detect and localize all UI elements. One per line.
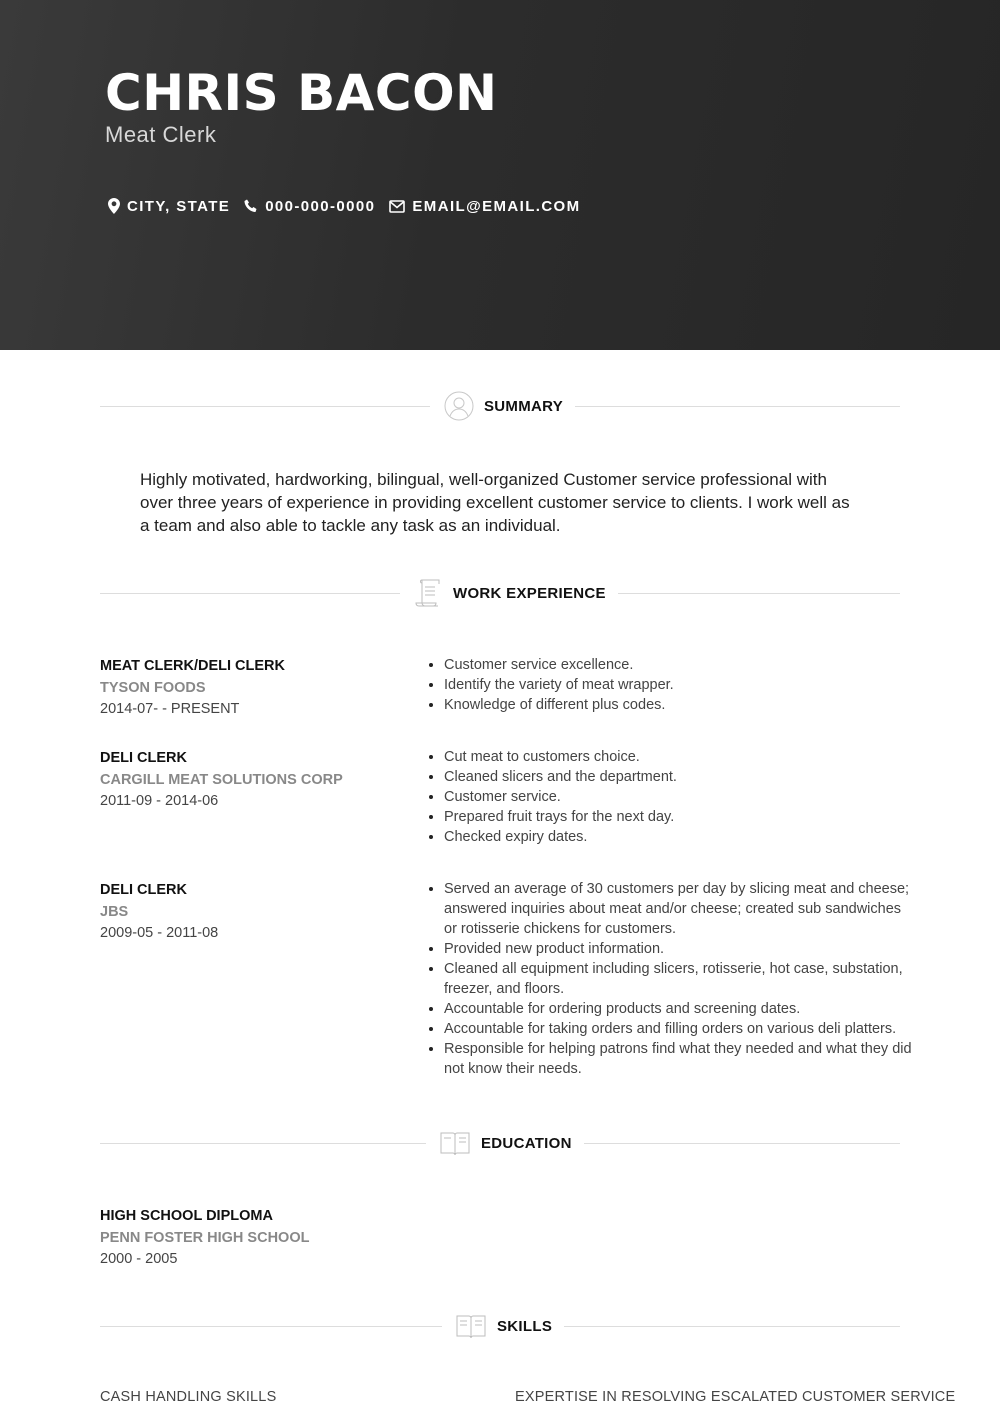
summary-heading-label-wrap: [432, 386, 575, 426]
job-bullet: • Identify the variety of meat wrapper.: [444, 675, 914, 695]
job-title: MEAT CLERK/DELI CLERK: [100, 658, 286, 674]
job-title: DELI CLERK: [100, 882, 187, 898]
divider-line: [576, 1143, 900, 1144]
education-dates: 2000 - 2005: [100, 1251, 178, 1267]
divider-line: [100, 1143, 426, 1144]
education-meta: [100, 1205, 400, 1270]
job-bullet: • Cleaned all equipment including slicers, rotisserie, hot case, substation, freezer, and floors.: [444, 959, 914, 999]
job-bullet: • Cut meat to customers choice.: [444, 747, 914, 767]
contact-location: [108, 198, 230, 215]
job-company: JBS: [100, 904, 129, 920]
job-bullet: • Checked expiry dates.: [444, 827, 914, 847]
summary-heading-text: SUMMARY: [484, 397, 564, 415]
summary-text: Highly motivated, hardworking, bilingual, well-organized Customer service professional with over three years of experience in providing excellent customer service to clients. I work well as a team and also able to tackle any task as an individual.: [140, 470, 850, 535]
envelope-icon: [389, 200, 405, 213]
job-company: TYSON FOODS: [100, 680, 206, 696]
contact-email: [389, 198, 580, 215]
job-meta: [100, 879, 400, 944]
job-dates: 2009-05 - 2011-08: [100, 925, 219, 941]
education-heading-label-wrap: [427, 1123, 584, 1163]
job-bullet: • Responsible for helping patrons find what they needed and what they did not know their needs.: [444, 1039, 914, 1079]
job-bullet: • Accountable for ordering products and screening dates.: [444, 999, 914, 1019]
contact-phone: [244, 198, 375, 215]
location-text: CITY, STATE: [127, 197, 231, 215]
job-dates: 2014-07- - PRESENT: [100, 701, 240, 717]
job-dates: 2011-09 - 2014-06: [100, 793, 219, 809]
phone-text: 000-000-0000: [265, 197, 376, 215]
email-text: EMAIL@EMAIL.COM: [412, 197, 581, 215]
divider-line: [602, 593, 900, 594]
work-heading-text: WORK EXPERIENCE: [453, 584, 606, 602]
scroll-icon: [413, 577, 443, 609]
job-bullets: [444, 747, 914, 847]
job-bullet: • Prepared fruit trays for the next day.: [444, 807, 914, 827]
job-title: DELI CLERK: [100, 750, 187, 766]
candidate-role: Meat Clerk: [105, 122, 217, 147]
work-heading-label-wrap: [401, 573, 618, 613]
job-bullet: • Customer service.: [444, 787, 914, 807]
header-banner: [0, 0, 1000, 350]
user-icon: [444, 391, 474, 421]
summary-heading: [100, 386, 900, 426]
book-icon: [439, 1129, 471, 1157]
contact-bar: [108, 195, 595, 217]
skill-item: EXPERTISE IN RESOLVING ESCALATED CUSTOMER SERVICE: [515, 1389, 956, 1405]
candidate-name: CHRIS BACON: [105, 64, 498, 122]
map-pin-icon: [108, 198, 120, 214]
job-bullet: • Customer service excellence.: [444, 655, 914, 675]
divider-line: [560, 1326, 900, 1327]
education-school: PENN FOSTER HIGH SCHOOL: [100, 1230, 310, 1246]
skills-heading-label-wrap: [443, 1306, 564, 1346]
skill-item: CASH HANDLING SKILLS: [100, 1389, 277, 1405]
education-heading: [100, 1123, 900, 1163]
job-meta: [100, 655, 400, 720]
job-bullet: • Accountable for taking orders and filling orders on various deli platters.: [444, 1019, 914, 1039]
job-meta: [100, 747, 400, 812]
job-bullets: [444, 879, 914, 1079]
phone-icon: [244, 199, 258, 213]
job-company: CARGILL MEAT SOLUTIONS CORP: [100, 772, 343, 788]
education-heading-text: EDUCATION: [481, 1134, 572, 1152]
divider-line: [100, 593, 400, 594]
skills-heading-text: SKILLS: [497, 1317, 553, 1335]
skills-heading: [100, 1306, 900, 1346]
job-bullet: • Provided new product information.: [444, 939, 914, 959]
open-book-icon: [455, 1312, 487, 1340]
education-degree: HIGH SCHOOL DIPLOMA: [100, 1208, 273, 1224]
job-bullets: [444, 655, 914, 715]
job-bullet: • Served an average of 30 customers per day by slicing meat and cheese; answered inquiries about meat and/or cheese; created sub sandwiches or rotisserie chickens for customers.: [444, 879, 914, 939]
divider-line: [100, 406, 430, 407]
job-bullet: • Knowledge of different plus codes.: [444, 695, 914, 715]
work-experience-heading: [100, 573, 900, 613]
job-bullet: • Cleaned slicers and the department.: [444, 767, 914, 787]
divider-line: [568, 406, 900, 407]
divider-line: [100, 1326, 442, 1327]
